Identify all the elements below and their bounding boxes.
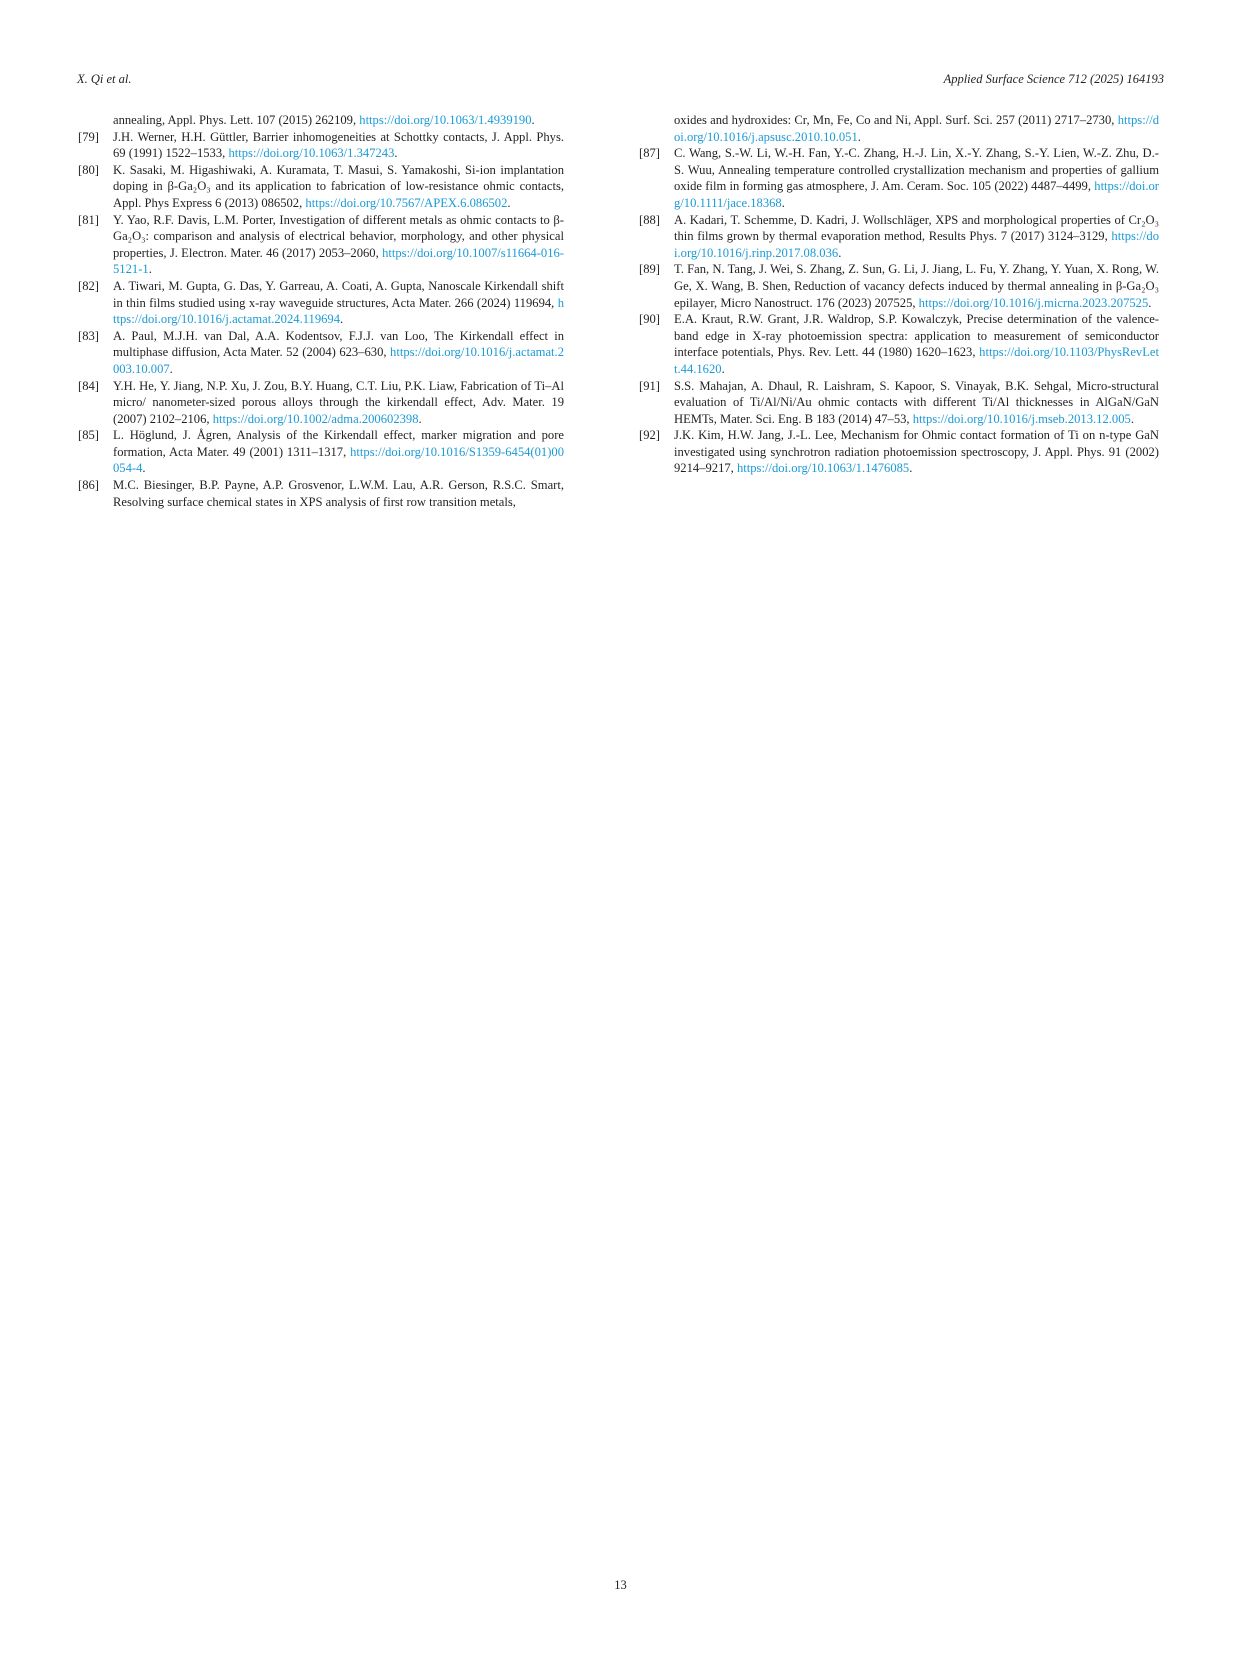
reference-body bbox=[674, 427, 1159, 477]
reference-end: . bbox=[1148, 295, 1152, 310]
reference-item bbox=[78, 278, 564, 328]
reference-text: oxides and hydroxides: Cr, Mn, Fe, Co and Ni, Appl. Surf. Sci. 257 (2011) 2717–2730, bbox=[674, 113, 1118, 127]
reference-item bbox=[78, 328, 564, 378]
reference-body bbox=[113, 427, 564, 477]
doi-link[interactable]: https://doi.org/10.1016/j.actamat.2003.10.007 bbox=[113, 345, 564, 376]
reference-end: . bbox=[857, 129, 861, 144]
reference-text: E.A. Kraut, R.W. Grant, J.R. Waldrop, S.P. Kowalczyk, Precise determination of the valence-band edge in X-ray photoemission spectra: application to measurement of semiconductor interface potentials, Phys. Rev. Lett. 44 (1980) 1620–1623, bbox=[674, 312, 1159, 360]
running-header bbox=[77, 72, 1164, 92]
doi-link[interactable]: https://doi.org/10.1063/1.1476085 bbox=[736, 461, 910, 476]
reference-number: [82] bbox=[78, 278, 99, 293]
doi-link[interactable]: https://doi.org/10.1063/1.347243 bbox=[228, 146, 395, 161]
reference-continuation bbox=[78, 112, 564, 129]
reference-item bbox=[78, 427, 564, 477]
reference-item bbox=[78, 129, 564, 162]
reference-text: K. Sasaki, M. Higashiwaki, A. Kuramata, T. Masui, S. Yamakoshi, Si-ion implantation doping in β-Ga₂O₃ and its application to fabrication of low-resistance ohmic contacts, Appl. Phys Express 6 (2013) 086502, bbox=[113, 162, 564, 210]
doi-link[interactable]: https://doi.org/10.1016/j.actamat.2024.119694 bbox=[113, 295, 564, 327]
reference-item bbox=[639, 261, 1159, 311]
reference-continuation bbox=[639, 112, 1159, 145]
reference-list-left bbox=[78, 129, 564, 511]
reference-text: Y.H. He, Y. Jiang, N.P. Xu, J. Zou, B.Y. Huang, C.T. Liu, P.K. Liaw, Fabrication of Ti–Al micro/ nanometer-sized porous alloys through the kirkendall effect, Adv. Mater. 19 (2007) 2102–2106, bbox=[113, 378, 564, 426]
reference-item bbox=[639, 311, 1159, 377]
doi-link[interactable]: https://doi.org/10.7567/APEX.6.086502 bbox=[305, 195, 508, 210]
header-journal: Applied Surface Science 712 (2025) 164193 bbox=[943, 72, 1164, 86]
reference-number: [85] bbox=[78, 428, 99, 443]
reference-item bbox=[78, 477, 564, 510]
doi-link[interactable]: https://doi.org/10.1007/s11664-016-5121-1 bbox=[113, 245, 564, 277]
page-number: 13 bbox=[614, 1578, 627, 1592]
reference-end: . bbox=[781, 195, 785, 210]
reference-number: [89] bbox=[639, 262, 660, 277]
reference-end: . bbox=[418, 411, 422, 426]
reference-text: S.S. Mahajan, A. Dhaul, R. Laishram, S. Kapoor, S. Vinayak, B.K. Sehgal, Micro-structural evaluation of Ti/Al/Ni/Au ohmic contacts with different Ti/Al thicknesses in AlGaN/GaN HEMTs, Mater. Sci. Eng. B 183 (2014) 47–53, bbox=[674, 378, 1159, 426]
reference-text: A. Tiwari, M. Gupta, G. Das, Y. Garreau, A. Coati, A. Gupta, Nanoscale Kirkendall shift in thin films studied using x-ray waveguide structures, Acta Mater. 266 (2024) 119694, bbox=[113, 278, 564, 310]
reference-end: . bbox=[531, 113, 535, 127]
reference-end: . bbox=[142, 461, 146, 476]
references-left-column bbox=[78, 112, 564, 510]
reference-text: T. Fan, N. Tang, J. Wei, S. Zhang, Z. Sun, G. Li, J. Jiang, L. Fu, Y. Zhang, Y. Yuan, X. Rong, W. Ge, X. Wang, B. Shen, Reduction of vacancy defects induced by thermal annealing in β-Ga₂O₃ epilayer, Micro Nanostruct. 176 (2023) 207525, bbox=[674, 262, 1159, 310]
reference-number: [92] bbox=[639, 428, 660, 443]
reference-text: J.K. Kim, H.W. Jang, J.-L. Lee, Mechanism for Ohmic contact formation of Ti on n-type GaN investigated using synchrotron radiation photoemission spectroscopy, J. Appl. Phys. 91 (2002) 9214–9217, bbox=[674, 428, 1159, 476]
reference-text: L. Höglund, J. Ågren, Analysis of the Kirkendall effect, marker migration and pore formation, Acta Mater. 49 (2001) 1311–1317, bbox=[113, 428, 564, 459]
reference-item bbox=[639, 212, 1159, 262]
reference-end: . bbox=[838, 245, 842, 260]
reference-number: [91] bbox=[639, 378, 660, 393]
reference-body bbox=[113, 477, 564, 510]
reference-body bbox=[113, 378, 564, 428]
reference-end: . bbox=[340, 312, 344, 327]
reference-number: [86] bbox=[78, 478, 99, 493]
reference-number: [83] bbox=[78, 328, 99, 343]
doi-link[interactable]: https://doi.org/10.1002/adma.200602398 bbox=[212, 411, 419, 426]
reference-item bbox=[78, 162, 564, 212]
reference-number: [84] bbox=[78, 378, 99, 393]
reference-item bbox=[639, 378, 1159, 428]
reference-text: M.C. Biesinger, B.P. Payne, A.P. Grosvenor, L.W.M. Lau, A.R. Gerson, R.S.C. Smart, Resolving surface chemical states in XPS analysis of first row transition metals, bbox=[113, 478, 564, 509]
reference-item bbox=[639, 427, 1159, 477]
reference-body bbox=[113, 212, 564, 278]
reference-body bbox=[113, 278, 564, 328]
reference-number: [90] bbox=[639, 312, 660, 327]
reference-end: . bbox=[507, 195, 511, 210]
doi-link[interactable]: https://doi.org/10.1111/jace.18368 bbox=[674, 179, 1159, 210]
reference-body bbox=[674, 261, 1159, 311]
reference-end: . bbox=[1130, 411, 1134, 426]
reference-end: . bbox=[909, 461, 913, 476]
reference-number: [88] bbox=[639, 212, 660, 227]
reference-end: . bbox=[148, 262, 152, 277]
doi-link[interactable]: https://doi.org/10.1016/j.mseb.2013.12.005 bbox=[912, 411, 1131, 426]
doi-link[interactable]: https://doi.org/10.1016/j.micrna.2023.207525 bbox=[918, 295, 1149, 310]
reference-number: [81] bbox=[78, 212, 99, 227]
reference-body bbox=[113, 162, 564, 212]
reference-end: . bbox=[394, 146, 398, 161]
reference-text: C. Wang, S.-W. Li, W.-H. Fan, Y.-C. Zhang, H.-J. Lin, X.-Y. Zhang, S.-Y. Lien, W.-Z. Zhu, D.-S. Wuu, Annealing temperature controlled crystallization mechanism and properties of gallium oxide film in forming gas atmosphere, J. Am. Ceram. Soc. 105 (2022) 4487–4499, bbox=[674, 146, 1159, 194]
reference-text: J.H. Werner, H.H. Güttler, Barrier inhomogeneities at Schottky contacts, J. Appl. Phys. 69 (1991) 1522–1533, bbox=[113, 129, 564, 161]
reference-text: A. Kadari, T. Schemme, D. Kadri, J. Wollschläger, XPS and morphological properties of Cr₂O₃ thin films grown by thermal evaporation method, Results Phys. 7 (2017) 3124–3129, bbox=[674, 212, 1159, 244]
reference-body bbox=[674, 145, 1159, 211]
reference-item bbox=[78, 212, 564, 278]
reference-text: annealing, Appl. Phys. Lett. 107 (2015) 262109, bbox=[113, 113, 360, 127]
reference-body bbox=[674, 311, 1159, 377]
header-authors: X. Qi et al. bbox=[77, 72, 132, 86]
reference-body bbox=[674, 212, 1159, 262]
reference-body bbox=[113, 129, 564, 162]
reference-body bbox=[674, 378, 1159, 428]
reference-text: Y. Yao, R.F. Davis, L.M. Porter, Investigation of different metals as ohmic contacts to β-Ga₂O₃: comparison and analysis of electrical behavior, morphology, and other physical properties, J. Electron. Mater. 46 (2017) 2053–2060, bbox=[113, 212, 564, 260]
reference-number: [80] bbox=[78, 162, 99, 177]
doi-link[interactable]: https://doi.org/10.1103/PhysRevLett.44.1620 bbox=[674, 345, 1159, 376]
reference-end: . bbox=[721, 361, 725, 376]
reference-list-right bbox=[639, 145, 1159, 477]
reference-number: [79] bbox=[78, 129, 99, 144]
reference-item bbox=[639, 145, 1159, 211]
doi-link[interactable]: https://doi.org/10.1016/S1359-6454(01)00054-4 bbox=[113, 444, 564, 476]
reference-number: [87] bbox=[639, 146, 660, 161]
reference-body bbox=[113, 328, 564, 378]
doi-link[interactable]: https://doi.org/10.1016/j.apsusc.2010.10.051 bbox=[674, 113, 1159, 144]
reference-end: . bbox=[169, 361, 173, 376]
reference-text: A. Paul, M.J.H. van Dal, A.A. Kodentsov, F.J.J. van Loo, The Kirkendall effect in multiphase diffusion, Acta Mater. 52 (2004) 623–630, bbox=[113, 328, 564, 360]
doi-link[interactable]: https://doi.org/10.1063/1.4939190 bbox=[359, 113, 532, 127]
references-right-column bbox=[639, 112, 1159, 477]
reference-item bbox=[78, 378, 564, 428]
doi-link[interactable]: https://doi.org/10.1016/j.rinp.2017.08.036 bbox=[674, 229, 1159, 260]
